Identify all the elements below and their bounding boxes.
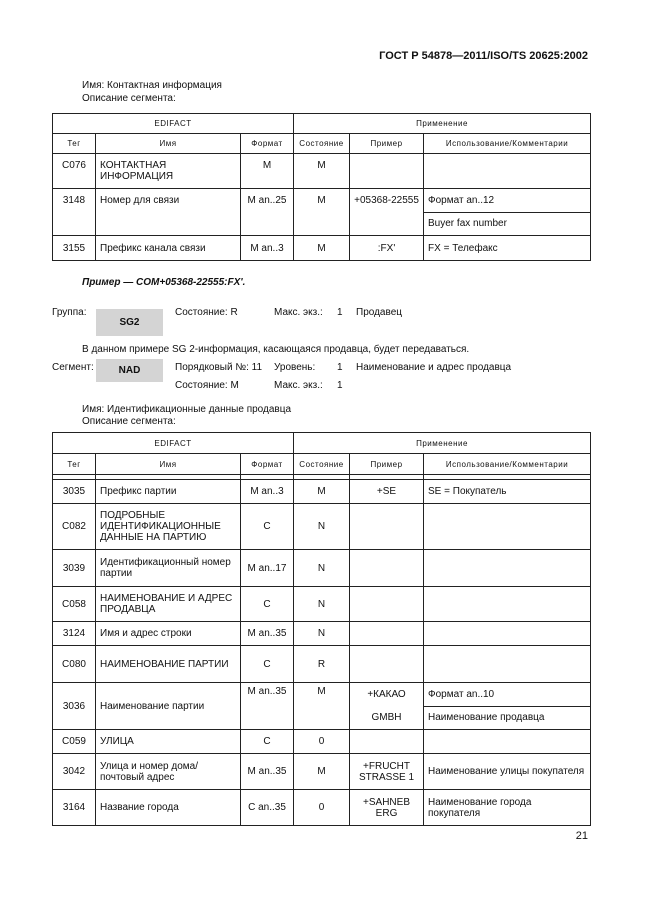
comment-line: Buyer fax number: [424, 212, 590, 236]
row-comments: [424, 646, 591, 683]
col-format: Формат: [241, 134, 294, 154]
table-row: [53, 550, 591, 587]
row-format: C an..35: [241, 790, 294, 826]
table-row: [53, 790, 591, 826]
row-tag: C058: [53, 587, 96, 622]
row-example: +SE: [350, 480, 424, 504]
edifact-header: EDIFACT: [53, 433, 294, 454]
col-tag: Тег: [53, 134, 96, 154]
row-state: M: [294, 154, 350, 189]
row-example: [350, 730, 424, 754]
row-state: 0: [294, 730, 350, 754]
table-row: [53, 480, 591, 504]
table-row: [53, 587, 591, 622]
col-format: Формат: [241, 454, 294, 475]
row-comments: [424, 730, 591, 754]
row-example: [350, 154, 424, 189]
segment-description: Наименование и адрес продавца: [356, 362, 512, 373]
row-name: Идентификационный номер партии: [96, 550, 241, 587]
row-name: НАИМЕНОВАНИЕ ПАРТИИ: [96, 646, 241, 683]
row-tag: 3039: [53, 550, 96, 587]
segment-level: 1: [337, 362, 343, 373]
table-row: [53, 646, 591, 683]
row-comments: Наименование улицы покупателя: [424, 754, 591, 790]
row-tag: 3036: [53, 683, 96, 730]
row-name: Префикс канала связи: [96, 236, 241, 261]
row-format: M an..3: [241, 480, 294, 504]
row-comments: [424, 587, 591, 622]
segment-name: Имя: Идентификационные данные продавца: [82, 404, 292, 415]
row-name: Название города: [96, 790, 241, 826]
col-comments: Использование/Комментарии: [424, 454, 591, 475]
table-row: [53, 730, 591, 754]
col-comments: Использование/Комментарии: [424, 134, 591, 154]
document-header: ГОСТ Р 54878—2011/ISO/TS 20625:2002: [379, 50, 588, 62]
row-example: +05368-22555: [350, 189, 424, 236]
row-tag: C059: [53, 730, 96, 754]
row-format: M an..17: [241, 550, 294, 587]
row-state: N: [294, 622, 350, 646]
row-format: C: [241, 730, 294, 754]
table-row: [53, 754, 591, 790]
segment-level-label: Уровень:: [274, 362, 316, 373]
row-state: N: [294, 587, 350, 622]
row-state: N: [294, 504, 350, 550]
row-state: M: [294, 189, 350, 236]
col-name: Имя: [96, 454, 241, 475]
segment-description-label: Описание сегмента:: [82, 93, 176, 104]
table-row: [53, 189, 591, 236]
usage-header: Применение: [294, 433, 591, 454]
segment-name: Имя: Контактная информация: [82, 80, 222, 91]
segment-table-seller: [52, 432, 591, 826]
row-example: [350, 587, 424, 622]
group-description: Продавец: [356, 307, 402, 318]
row-comments: [424, 622, 591, 646]
row-tag: 3155: [53, 236, 96, 261]
row-tag: C076: [53, 154, 96, 189]
row-format: M an..35: [241, 622, 294, 646]
segment-code-box: NAD: [96, 359, 163, 382]
row-tag: 3148: [53, 189, 96, 236]
example-text: Пример — COM+05368-22555:FX'.: [82, 277, 246, 288]
table-row: [53, 154, 591, 189]
group-note: В данном примере SG 2-информация, касающаяся продавца, будет передаваться.: [82, 344, 470, 355]
row-tag: 3124: [53, 622, 96, 646]
row-name: Номер для связи: [96, 189, 241, 236]
row-format: C: [241, 504, 294, 550]
table-row: [53, 504, 591, 550]
row-name: НАИМЕНОВАНИЕ И АДРЕС ПРОДАВЦА: [96, 587, 241, 622]
row-comments: SE = Покупатель: [424, 480, 591, 504]
row-example: [350, 504, 424, 550]
table-row: [53, 622, 591, 646]
group-max: 1: [337, 307, 343, 318]
example-line: GMBH: [371, 712, 402, 723]
segment-description-label: Описание сегмента:: [82, 416, 176, 427]
row-comments: FX = Телефакс: [424, 236, 591, 261]
row-state: 0: [294, 790, 350, 826]
segment-table-contact: [52, 113, 591, 261]
row-tag: 3164: [53, 790, 96, 826]
row-tag: 3035: [53, 480, 96, 504]
segment-max: 1: [337, 380, 343, 391]
col-tag: Тег: [53, 454, 96, 475]
row-example: [350, 683, 424, 730]
comment-line: Наименование продавца: [424, 706, 590, 730]
row-state: M: [294, 236, 350, 261]
row-format: M an..35: [241, 683, 294, 730]
row-comments: Наименование города покупателя: [424, 790, 591, 826]
row-state: M: [294, 480, 350, 504]
segment-order: Порядковый №: 11: [175, 362, 263, 373]
row-name: Наименование партии: [96, 683, 241, 730]
edifact-header: EDIFACT: [53, 114, 294, 134]
group-state: Состояние: R: [175, 307, 238, 318]
segment-state: Состояние: M: [175, 380, 239, 391]
col-example: Пример: [350, 134, 424, 154]
comment-line: Формат an..12: [428, 194, 495, 206]
row-format: C: [241, 646, 294, 683]
row-comments: [424, 189, 591, 236]
row-name: Префикс партии: [96, 480, 241, 504]
row-example: [350, 646, 424, 683]
usage-header: Применение: [294, 114, 591, 134]
row-state: R: [294, 646, 350, 683]
group-code-box: SG2: [96, 309, 163, 336]
row-name: УЛИЦА: [96, 730, 241, 754]
row-comments: [424, 154, 591, 189]
col-state: Состояние: [294, 134, 350, 154]
row-tag: C080: [53, 646, 96, 683]
group-label: Группа:: [52, 307, 87, 318]
row-example: +FRUCHT STRASSE 1: [350, 754, 424, 790]
row-state: N: [294, 550, 350, 587]
row-state: M: [294, 683, 350, 730]
col-state: Состояние: [294, 454, 350, 475]
table-row: [53, 236, 591, 261]
row-comments: [424, 683, 591, 730]
row-name: Имя и адрес строки: [96, 622, 241, 646]
row-state: M: [294, 754, 350, 790]
row-example: :FX': [350, 236, 424, 261]
comment-line: Формат an..10: [428, 688, 495, 700]
row-comments: [424, 504, 591, 550]
row-example: [350, 622, 424, 646]
row-comments: [424, 550, 591, 587]
table-row: [53, 683, 591, 730]
row-name: Улица и номер дома/почтовый адрес: [96, 754, 241, 790]
segment-max-label: Макс. экз.:: [274, 380, 323, 391]
row-format: C: [241, 587, 294, 622]
row-format: M: [241, 154, 294, 189]
col-name: Имя: [96, 134, 241, 154]
row-format: M an..35: [241, 754, 294, 790]
row-tag: 3042: [53, 754, 96, 790]
page-number: 21: [575, 830, 588, 842]
group-max-label: Макс. экз.:: [274, 307, 323, 318]
row-name: КОНТАКТНАЯ ИНФОРМАЦИЯ: [96, 154, 241, 189]
row-format: M an..3: [241, 236, 294, 261]
row-example: +SAHNEB ERG: [350, 790, 424, 826]
row-name: ПОДРОБНЫЕ ИДЕНТИФИКАЦИОННЫЕ ДАННЫЕ НА ПАРТИЮ: [96, 504, 241, 550]
row-example: [350, 550, 424, 587]
example-line: +КАКАО: [367, 689, 406, 700]
row-format: M an..25: [241, 189, 294, 236]
row-tag: C082: [53, 504, 96, 550]
col-example: Пример: [350, 454, 424, 475]
segment-label: Сегмент:: [52, 362, 94, 373]
